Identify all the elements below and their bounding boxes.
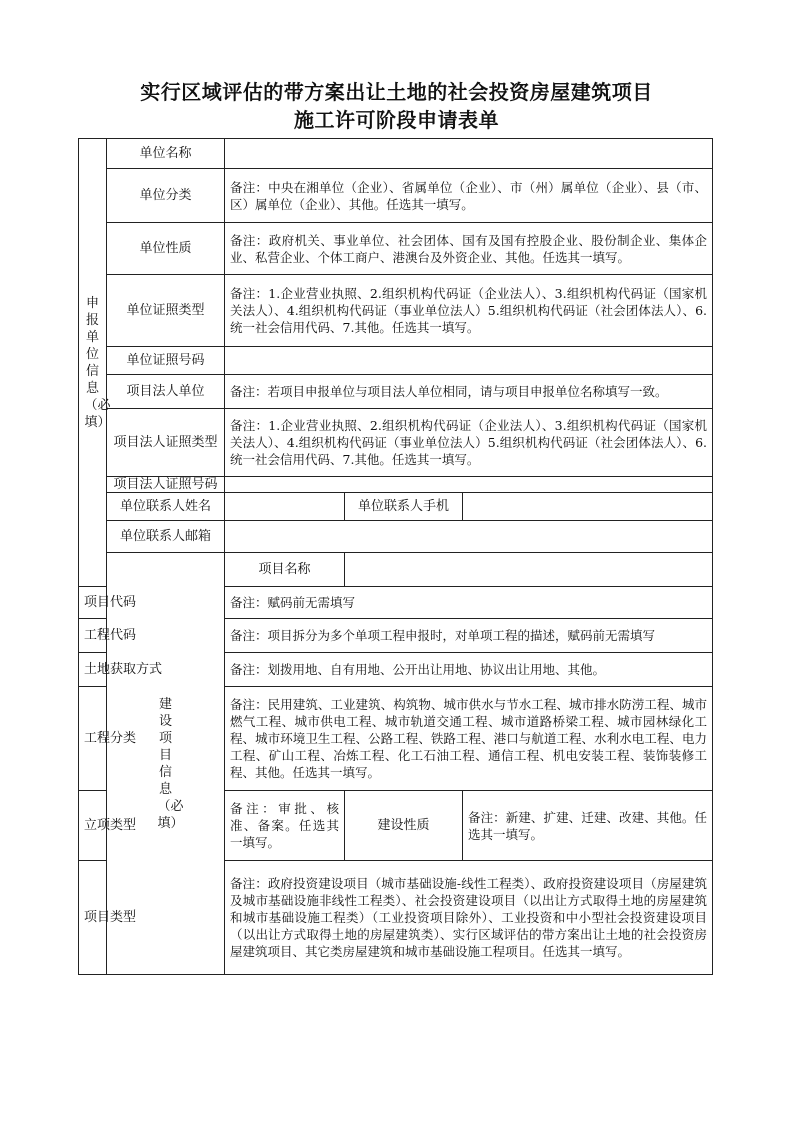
unit-name-label: 单位名称 bbox=[107, 139, 225, 169]
approval-type-field[interactable]: 备注：审批、核准、备案。任选其一填写。 bbox=[225, 791, 345, 861]
land-acquisition-label: 土地获取方式 bbox=[79, 653, 107, 687]
project-legal-license-type-label: 项目法人证照类型 bbox=[107, 409, 225, 477]
contact-phone-label: 单位联系人手机 bbox=[345, 493, 463, 521]
project-legal-license-type-field[interactable]: 备注：1.企业营业执照、2.组织机构代码证（企业法人）、3.组织机构代码证（国家机关法人）、4.组织机构代码证（事业单位法人）5.组织机构代码证（社会团体法人）、6.统一社会信用代码、7.其他。任选其一填写。 bbox=[225, 409, 713, 477]
construction-nature-label: 建设性质 bbox=[345, 791, 463, 861]
approval-type-label: 立项类型 bbox=[79, 791, 107, 861]
project-type-label: 项目类型 bbox=[79, 861, 107, 975]
contact-name-label: 单位联系人姓名 bbox=[107, 493, 225, 521]
project-legal-license-no-field[interactable] bbox=[225, 477, 713, 493]
project-code-label: 项目代码 bbox=[79, 587, 107, 619]
project-legal-license-no-label: 项目法人证照号码 bbox=[107, 477, 225, 493]
document-title-line2: 施工许可阶段申请表单 bbox=[294, 108, 499, 132]
document-title-line1: 实行区域评估的带方案出让土地的社会投资房屋建筑项目 bbox=[140, 80, 653, 104]
land-acquisition-field[interactable]: 备注：划拨用地、自有用地、公开出让用地、协议出让用地、其他。 bbox=[225, 653, 713, 687]
contact-phone-field[interactable] bbox=[463, 493, 713, 521]
unit-nature-label: 单位性质 bbox=[107, 223, 225, 275]
unit-category-label: 单位分类 bbox=[107, 169, 225, 223]
project-name-field[interactable] bbox=[345, 553, 713, 587]
unit-category-field[interactable]: 备注：中央在湘单位（企业）、省属单位（企业）、市（州）属单位（企业）、县（市、区）属单位（企业）、其他。任选其一填写。 bbox=[225, 169, 713, 223]
contact-email-label: 单位联系人邮箱 bbox=[107, 521, 225, 553]
engineering-code-field[interactable]: 备注：项目拆分为多个单项工程申报时，对单项工程的描述，赋码前无需填写 bbox=[225, 619, 713, 653]
unit-license-no-label: 单位证照号码 bbox=[107, 347, 225, 375]
contact-email-field[interactable] bbox=[225, 521, 713, 553]
engineering-category-field[interactable]: 备注：民用建筑、工业建筑、构筑物、城市供水与节水工程、城市排水防涝工程、城市燃气工程、城市供电工程、城市轨道交通工程、城市道路桥梁工程、城市园林绿化工程、城市环境卫生工程、公路工程、铁路工程、港口与航道工程、水利水电工程、电力工程、矿山工程、冶炼工程、化工石油工程、通信工程、机电安装工程、装饰装修工程、其他。任选其一填写。 bbox=[225, 687, 713, 791]
unit-name-field[interactable] bbox=[225, 139, 713, 169]
project-legal-unit-field[interactable]: 备注：若项目申报单位与项目法人单位相同，请与项目申报单位名称填写一致。 bbox=[225, 375, 713, 409]
application-form-table bbox=[78, 138, 713, 975]
engineering-category-label: 工程分类 bbox=[79, 687, 107, 791]
contact-name-field[interactable] bbox=[225, 493, 345, 521]
unit-license-no-field[interactable] bbox=[225, 347, 713, 375]
project-code-field[interactable]: 备注：赋码前无需填写 bbox=[225, 587, 713, 619]
project-legal-unit-label: 项目法人单位 bbox=[107, 375, 225, 409]
project-name-label: 项目名称 bbox=[225, 553, 345, 587]
project-section-label: 建设项目信息（必填） bbox=[107, 553, 225, 975]
project-type-field[interactable]: 备注：政府投资建设项目（城市基础设施-线性工程类）、政府投资建设项目（房屋建筑及城市基础设施非线性工程类）、社会投资建设项目（以出让方式取得土地的房屋建筑和城市基础设施工程类）（工业投资项目除外）、工业投资和中小型社会投资建设项目（以出让方式取得土地的房屋建筑类）、实行区域评估的带方案出让土地的社会投资房屋建筑项目、其它类房屋建筑和城市基础设施工程项目。任选其一填写。 bbox=[225, 861, 713, 975]
unit-license-type-field[interactable]: 备注：1.企业营业执照、2.组织机构代码证（企业法人）、3.组织机构代码证（国家机关法人）、4.组织机构代码证（事业单位法人）5.组织机构代码证（社会团体法人）、6.统一社会信用代码、7.其他。任选其一填写。 bbox=[225, 275, 713, 347]
unit-license-type-label: 单位证照类型 bbox=[107, 275, 225, 347]
unit-nature-field[interactable]: 备注：政府机关、事业单位、社会团体、国有及国有控股企业、股份制企业、集体企业、私营企业、个体工商户、港澳台及外资企业、其他。任选其一填写。 bbox=[225, 223, 713, 275]
engineering-code-label: 工程代码 bbox=[79, 619, 107, 653]
construction-nature-field[interactable]: 备注：新建、扩建、迁建、改建、其他。任选其一填写。 bbox=[463, 791, 713, 861]
applicant-section-label: 申报单位信息（必填） bbox=[79, 139, 107, 587]
